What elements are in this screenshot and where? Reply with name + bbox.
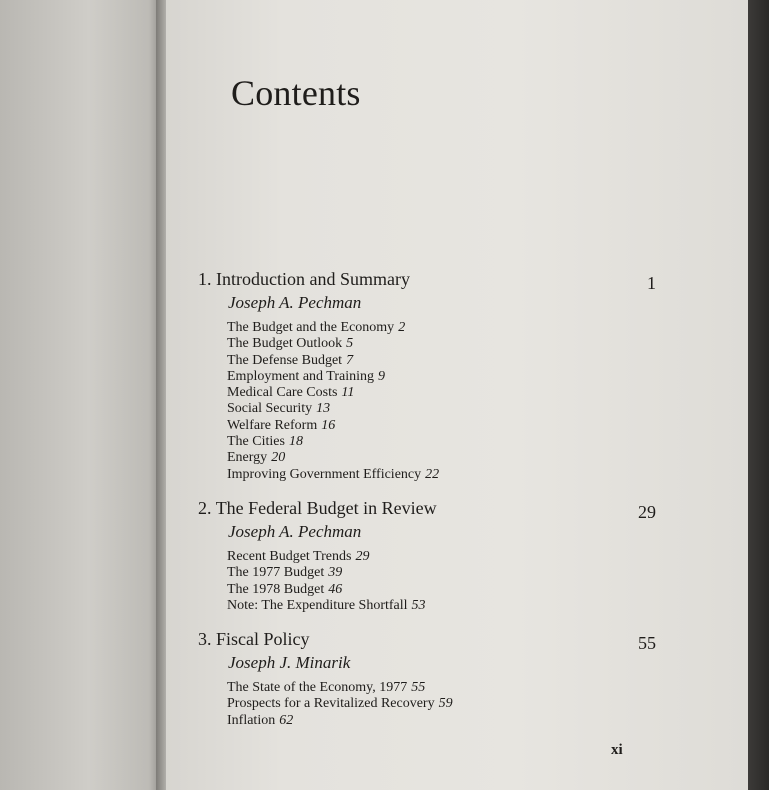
chapter-page-number: 1 [647,273,656,293]
section-title: The 1978 Budget [227,581,325,597]
section-list [227,680,668,729]
section-page: 59 [438,696,453,712]
section-page: 53 [411,597,426,613]
section-page: 11 [341,385,355,401]
section-title: The 1977 Budget [227,565,325,581]
section-page: 2 [398,320,406,335]
section-entry [227,434,668,450]
section-entry [227,336,668,352]
section-title: Recent Budget Trends [227,549,352,564]
section-entry [227,385,668,401]
section-page: 13 [316,401,331,417]
chapter-title: The Federal Budget in Review [215,498,437,518]
section-title: Employment and Training [227,368,374,384]
section-list [227,549,668,614]
chapter-number: 1. [198,269,212,289]
chapter-title: Introduction and Summary [216,269,410,289]
chapter-entry [198,268,668,483]
chapter-heading [198,628,668,653]
section-entry [227,467,668,483]
page-edge-shadow [748,0,769,790]
chapter-number: 3. [198,629,212,649]
left-page [0,0,162,790]
section-title: The Cities [227,434,285,450]
section-page: 5 [346,336,354,352]
section-title: Welfare Reform [227,417,318,433]
section-page: 55 [411,680,426,695]
page-title: Contents [231,73,361,113]
section-page: 62 [279,712,294,728]
section-title: The Budget and the Economy [227,320,395,335]
section-title: Note: The Expenditure Shortfall [227,597,408,613]
section-page: 16 [321,417,336,433]
section-entry [227,353,668,369]
section-page: 9 [378,368,385,384]
chapter-heading [198,268,668,293]
section-page: 7 [346,352,354,368]
section-list [227,320,668,483]
section-entry [227,582,668,598]
chapter-page-number: 55 [638,633,656,653]
chapter-title: Fiscal Policy [216,629,310,649]
section-entry [227,549,668,565]
section-entry [227,418,668,434]
section-title: The State of the Economy, 1977 [227,680,408,695]
section-title: Inflation [227,712,276,728]
section-entry [227,696,668,712]
section-page: 29 [355,549,370,564]
section-entry [227,401,668,417]
section-entry [227,369,668,385]
chapter-entry [198,628,668,729]
page-folio: xi [611,742,623,758]
section-page: 20 [271,450,286,466]
section-entry [227,598,668,614]
section-entry [227,713,668,729]
chapter-page-number: 29 [638,502,656,522]
section-title: Energy [227,450,268,466]
chapter-author: Joseph J. Minarik [228,653,351,672]
section-title: Social Security [227,401,313,417]
section-page: 39 [328,565,343,581]
section-title: Medical Care Costs [227,385,338,401]
chapter-number: 2. [198,498,212,518]
section-entry [227,450,668,466]
section-title: The Budget Outlook [227,336,343,352]
section-entry [227,320,668,336]
section-entry [227,680,668,696]
chapter-author: Joseph A. Pechman [228,522,362,541]
chapter-entry [198,497,668,614]
section-entry [227,565,668,581]
section-page: 46 [328,581,343,597]
section-title: Prospects for a Revitalized Recovery [227,696,435,712]
section-title: Improving Government Efficiency [227,466,422,482]
chapter-heading [198,497,668,522]
section-title: The Defense Budget [227,352,343,368]
chapter-author: Joseph A. Pechman [228,293,362,312]
section-page: 22 [425,466,440,482]
section-page: 18 [288,434,303,450]
